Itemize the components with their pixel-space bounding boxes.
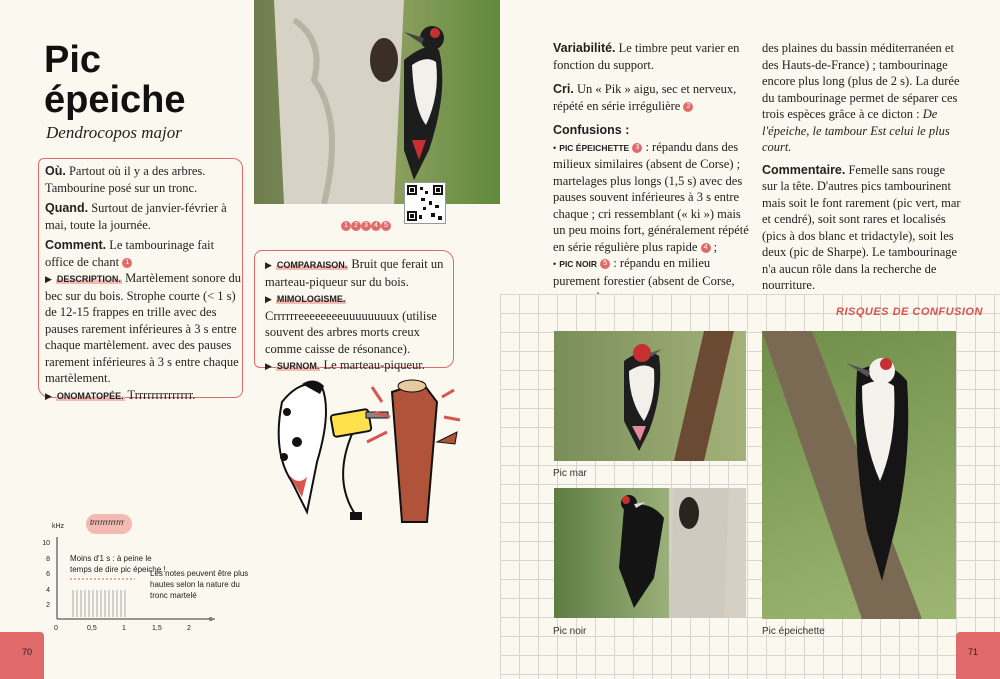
page-number-right-text: 71 — [968, 647, 979, 657]
bullet-icon: ▶ — [45, 390, 52, 401]
caption-pic-noir: Pic noir — [553, 626, 587, 637]
sonogram-bubble-text: trrrrrrrrrrrr — [90, 518, 125, 527]
page-number-left — [0, 632, 44, 679]
bullet-icon: ▶ — [265, 361, 272, 371]
page-title — [44, 40, 186, 120]
latin-name: Dendrocopos major — [46, 123, 182, 142]
x-tick: 1,5 — [152, 625, 162, 632]
audio-track[interactable]: 1 — [341, 221, 351, 231]
var-text: Le timbre peut varier en fonction du support. — [553, 41, 740, 72]
conf2-tag: PIC NOIR — [559, 259, 598, 269]
photo-pic-mar — [554, 331, 746, 461]
caption-pic-mar: Pic mar — [553, 468, 587, 479]
woodpecker-photo-illustration — [254, 0, 500, 204]
page-number-left-text: 70 — [22, 647, 33, 657]
audio-track[interactable]: 2 — [351, 221, 361, 231]
surn-text: Le marteau-piqueur. — [323, 358, 425, 372]
x-tick: 0,5 — [87, 625, 97, 632]
qr-code[interactable] — [404, 182, 446, 224]
mimo-text: Crrrrrreeeeeeeeuuuuuuuux (utilise souvent des arbres morts creux comme caisse de résonance). — [265, 308, 437, 356]
pic-mar-illustration — [554, 331, 746, 461]
sonogram-note2: Les notes peuvent être plus hautes selon la nature du tronc martelé — [150, 569, 249, 600]
title-line1: Pic — [44, 39, 102, 81]
onom-text: Trrrrrrrrrrrrrr. — [127, 387, 196, 402]
bullet-icon: ▶ — [45, 274, 52, 284]
right-column-2 — [762, 40, 962, 294]
var-label: Variabilité. — [553, 41, 616, 55]
comm-text: Femelle sans rouge sur la tête. D'autres pics tambourinent mais soit le font rarement (pic vert, mar et cendré), soit sont rares et localisés (pics à dos blanc et tridactyle), soit les deux (pic de Sharpe). Le tambourinage n'a aucun rôle dans la recherche de nourriture. — [762, 162, 961, 292]
x-tick: 2 — [187, 625, 191, 632]
desc-tag: DESCRIPTION. — [56, 274, 121, 284]
x-tick: 0 — [54, 625, 58, 632]
audio-ref-4[interactable]: 4 — [701, 243, 711, 253]
x-tick: 1 — [122, 625, 126, 632]
comment-label: Comment. — [45, 238, 107, 252]
conf-label: Confusions : — [553, 123, 630, 137]
sonogram-y-ticks — [42, 536, 50, 614]
sonogram-y-unit: kHz — [52, 523, 65, 530]
ou-text: Partout où il y a des arbres. Tambourine posé sur un tronc. — [45, 164, 206, 195]
comp-tag: COMPARAISON. — [276, 260, 348, 270]
comp-text: Bruit que ferait un marteau-piqueur sur du bois. — [265, 257, 444, 289]
conf1-text: : répandu dans des milieux similaires (absent de Corse) ; martelages plus longs (1,5 s) avec des pauses souvent inférieures à 3 s entre chaque ; cri ressemblant (« ki ») mais un peu moins fort, généralement répété en série régulière plus rapide — [553, 139, 749, 254]
conf1-tag: PIC ÉPEICHETTE — [559, 142, 630, 153]
audio-track[interactable]: 4 — [371, 221, 381, 231]
right-column-1: Variabilité. Le timbre peut varier en fonction du support. Cri. Un « Pik » aigu, sec et nerveux, répété en série irrégulière 2 Confusions : • PIC ÉPEICHETTE 3 : répandu dans des milieux similaires (absent de Corse) ; martelages plus longs (1,5 s) avec des pauses souvent inférieures à 3 s entre chaque ; cri ressemblant (« ki ») mais un peu moins fort, généralement répété en série régulière plus rapide 4 ; • PIC NOIR 5 : répandu en milieu purement forestier (absent de Corse, — [553, 40, 753, 306]
cri-label: Cri. — [553, 82, 574, 96]
ou-label: Où. — [45, 164, 66, 178]
y-tick: 8 — [46, 555, 50, 563]
onom-tag: ONOMATOPÉE. — [56, 390, 124, 401]
comment-text: Le tambourinage fait office de chant — [45, 238, 215, 269]
audio-ref-1[interactable]: 1 — [122, 258, 132, 268]
y-tick: 2 — [46, 602, 50, 609]
main-photo-woodpecker — [254, 0, 500, 204]
quand-label: Quand. — [45, 201, 89, 215]
comparison-box — [254, 250, 454, 372]
desc-text: Martèlement sonore du bec sur du bois. Strophe courte (< 1 s) de 12-15 frappes en trille avec des pauses rarement inférieures à 3 s entre chaque martèlement. avec des pauses rarement inférieures à 3 s entre chaque martèlement. — [45, 271, 241, 385]
pic-noir-illustration — [554, 488, 746, 618]
audio-track[interactable]: 5 — [381, 221, 391, 231]
sonogram-note1: Moins d'1 s : à peine le temps de dire pic épeiche ! — [70, 554, 166, 574]
audio-ref-2[interactable]: 2 — [683, 102, 693, 112]
y-tick: 4 — [46, 586, 50, 594]
surn-tag: SURNOM. — [276, 361, 320, 371]
confusion-heading: RISQUES DE CONFUSION — [836, 306, 983, 318]
mimo-tag: MIMOLOGISME. — [276, 294, 346, 304]
cont-text: des plaines du bassin méditerranéen et des Hauts-de-France) ; tambourinage encore plus long (plus de 2 s). La durée du tambourinage permet de séparer ces trois espèces grâce à ce dicton : — [762, 41, 960, 121]
cri-text: Un « Pik » aigu, sec et nerveux, répété en série irrégulière — [553, 82, 737, 113]
sonogram-x-unit: s — [209, 616, 213, 623]
photo-pic-noir — [554, 488, 746, 618]
audio-track-list — [341, 215, 391, 234]
woodpecker-drill-icon — [262, 372, 462, 527]
dicton-text: De l'épeiche, le tambour Est celui le plus court. — [762, 107, 950, 154]
audio-track[interactable]: 3 — [361, 221, 371, 231]
conf2-text: : répandu en milieu purement forestier (absent de Corse, — [553, 256, 735, 288]
bullet-icon: • — [553, 142, 557, 153]
bullet-icon: ▶ — [265, 260, 272, 270]
pic-epeichette-illustration — [762, 331, 956, 619]
sonogram-bubble — [86, 514, 132, 534]
audio-ref-5[interactable]: 5 — [600, 259, 610, 269]
bullet-icon: ▶ — [265, 294, 272, 304]
bullet-icon: • — [553, 259, 557, 269]
y-tick: 10 — [42, 540, 50, 547]
caption-pic-epeichette: Pic épeichette — [762, 626, 825, 637]
jackhammer-illustration — [262, 372, 462, 527]
qr-code-icon — [405, 183, 445, 223]
title-line2: épeiche — [44, 79, 186, 121]
page-number-right — [956, 632, 1000, 679]
photo-pic-epeichette — [762, 331, 956, 619]
audio-ref-3[interactable]: 3 — [632, 143, 642, 153]
quand-text: Surtout de janvier-février à mai, toute la journée. — [45, 201, 227, 232]
y-tick: 6 — [46, 571, 50, 578]
comm-label: Commentaire. — [762, 162, 846, 177]
info-box — [38, 158, 243, 402]
